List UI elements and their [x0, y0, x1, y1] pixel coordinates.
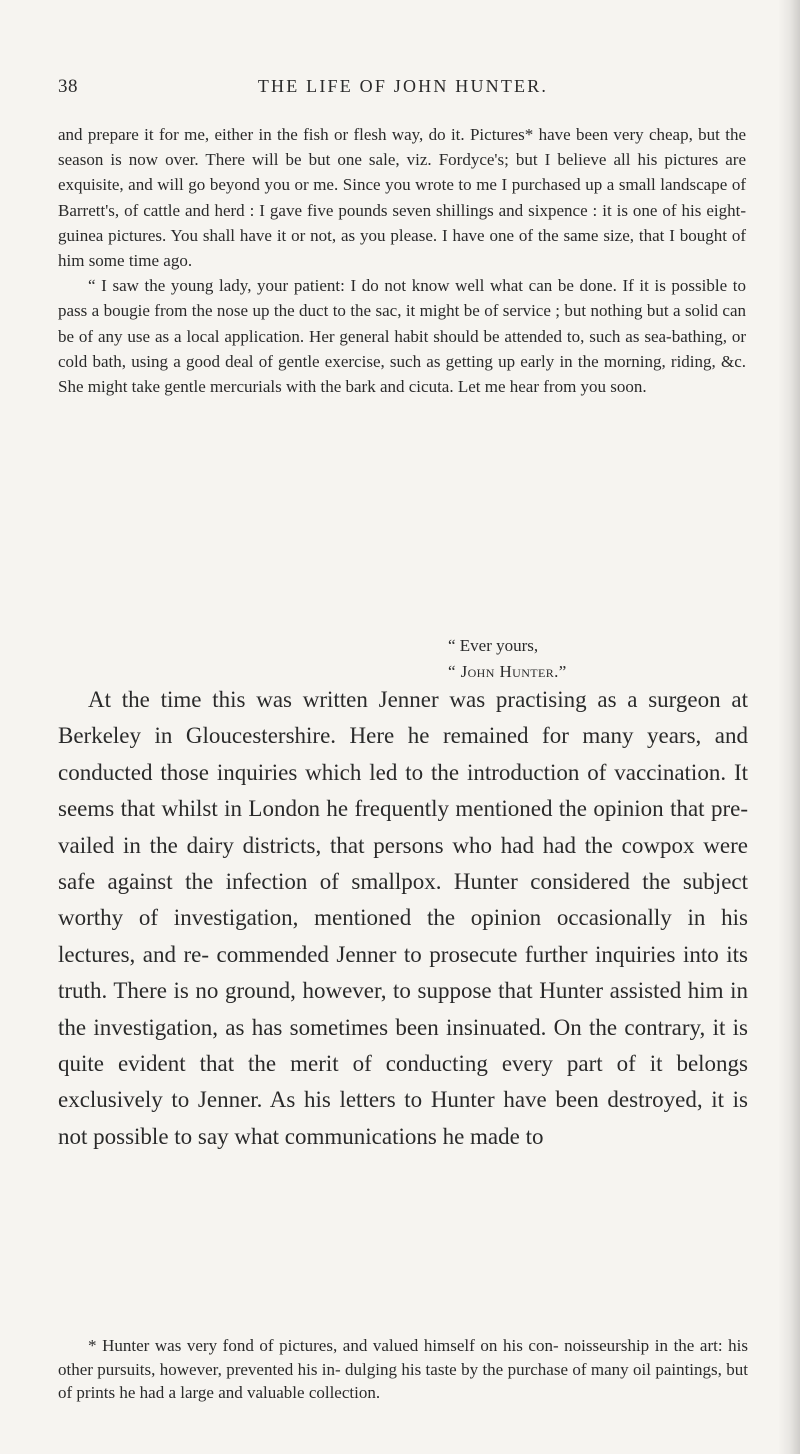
footnote [58, 1334, 748, 1405]
letter-signoff [448, 633, 748, 685]
running-head: THE LIFE OF JOHN HUNTER. [257, 76, 549, 96]
footnote-text: * Hunter was very fond of pictures, and valued himself on his con- noisseurship in the art: his other pursuits, however, prevented his in- dulging his taste by the purchase of many oil paintings, but of prints he had a large and valuable collection. [58, 1336, 748, 1402]
page-edge-shadow [778, 0, 800, 1454]
body-paragraph: At the time this was written Jenner was practising as a surgeon at Berkeley in Gloucestershire. Here he remained for many years, and conducted those inquiries which led to the introduction of vaccination. It seems that whilst in London he frequently mentioned the opinion that pre- vailed in the dairy districts, that persons who had had the cowpox were safe against the infection of smallpox. Hunter considered the subject worthy of investigation, mentioned the opinion occasionally in his lectures, and re- commended Jenner to prosecute further inquiries into its truth. There is no ground, however, to suppose that Hunter assisted him in the investigation, as has sometimes been insinuated. On the contrary, it is quite evident that the merit of conducting every part of it belongs exclusively to Jenner. As his letters to Hunter have been destroyed, it is not possible to say what communications he made to [58, 687, 748, 1149]
page-number: 38 [58, 76, 78, 97]
quoted-letter [58, 122, 746, 399]
letter-paragraph-1: and prepare it for me, either in the fish or flesh way, do it. Pictures* have been very cheap, but the season is now over. There will be but one sale, viz. Fordyce's; but I believe all his pictures are exquisite, and will go beyond you or me. Since you wrote to me I purchased up a small landscape of Barrett's, of cattle and herd : I gave five pounds seven shillings and sixpence : it is one of his eight-guinea pictures. You shall have it or not, as you please. I have one of the same size, that I bought of him some time ago. [58, 125, 746, 271]
main-text [58, 682, 748, 1155]
page-header [58, 76, 748, 106]
letter-paragraph-2: “ I saw the young lady, your patient: I do not know well what can be done. If it is possible to pass a bougie from the nose up the duct to the sac, it might be of service ; but nothing but a solid can be of any use as a local application. Her general habit should be attended to, such as sea-bathing, or cold bath, using a good deal of gentle exercise, such as getting up early in the morning, riding, &c. She might take gentle mercurials with the bark and cicuta. Let me hear from you soon. [58, 276, 746, 397]
letter-signature: “ John Hunter.” [448, 662, 567, 681]
letter-closing: “ Ever yours, [448, 636, 539, 655]
